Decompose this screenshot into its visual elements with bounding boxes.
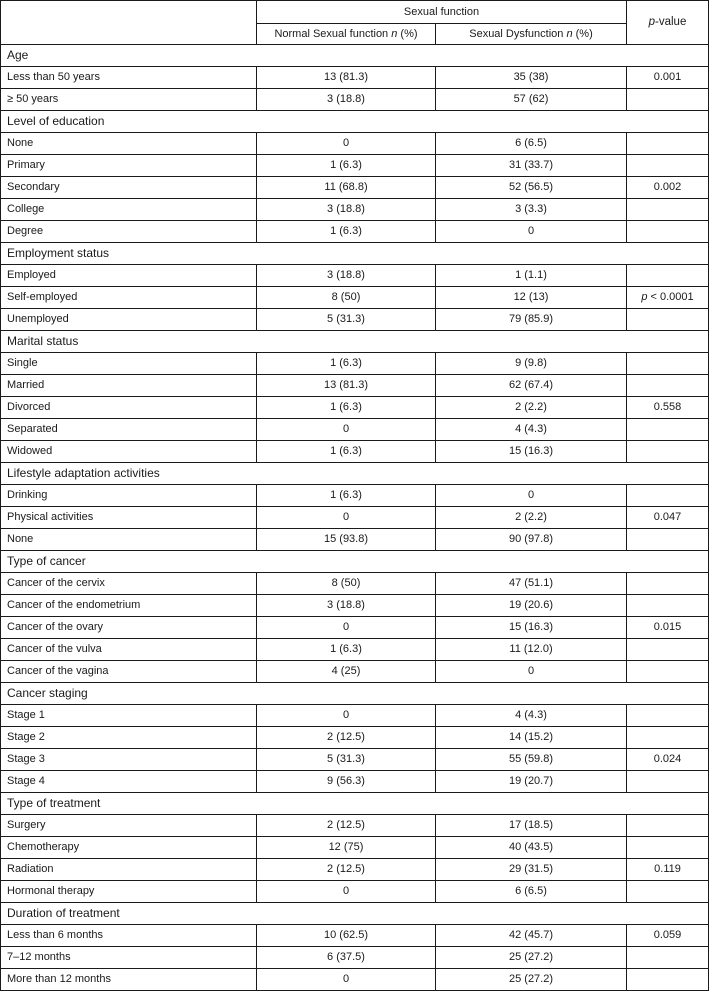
p-value-cell: [627, 947, 709, 969]
dysfunction-value: 42 (45.7): [436, 925, 627, 947]
dysfunction-value: 6 (6.5): [436, 133, 627, 155]
dysfunction-value: 0: [436, 661, 627, 683]
normal-function-value: 5 (31.3): [257, 309, 436, 331]
table-row: [1, 573, 709, 595]
table-row: [1, 133, 709, 155]
dys-suffix: (%): [572, 28, 593, 40]
dysfunction-value: 0: [436, 221, 627, 243]
p-value-cell: [627, 573, 709, 595]
row-label: Self-employed: [1, 287, 257, 309]
p-value-cell: [627, 705, 709, 727]
dysfunction-value: 52 (56.5): [436, 177, 627, 199]
row-label: Stage 2: [1, 727, 257, 749]
p-value-cell: [627, 837, 709, 859]
table-row: [1, 155, 709, 177]
row-label: Single: [1, 353, 257, 375]
row-label: College: [1, 199, 257, 221]
p-value-cell: [627, 221, 709, 243]
dysfunction-value: 25 (27.2): [436, 969, 627, 991]
dysfunction-value: 25 (27.2): [436, 947, 627, 969]
p-value-cell: [627, 133, 709, 155]
normal-function-value: 13 (81.3): [257, 67, 436, 89]
table-row: [1, 353, 709, 375]
normal-function-value: 2 (12.5): [257, 859, 436, 881]
p-value-cell: [627, 485, 709, 507]
normal-prefix: Normal Sexual function: [274, 28, 392, 40]
section-title: Marital status: [1, 331, 709, 353]
normal-function-value: 13 (81.3): [257, 375, 436, 397]
normal-function-value: 2 (12.5): [257, 815, 436, 837]
row-label: Divorced: [1, 397, 257, 419]
dysfunction-value: 40 (43.5): [436, 837, 627, 859]
row-label: Hormonal therapy: [1, 881, 257, 903]
table-row: [1, 441, 709, 463]
normal-function-value: 0: [257, 419, 436, 441]
table-row: [1, 969, 709, 991]
section-header-row: [1, 243, 709, 265]
section-header-row: [1, 111, 709, 133]
p-value-cell: [627, 661, 709, 683]
normal-function-value: 0: [257, 881, 436, 903]
p-italic: p: [648, 16, 656, 28]
normal-function-value: 2 (12.5): [257, 727, 436, 749]
dysfunction-value: 2 (2.2): [436, 507, 627, 529]
p-value-cell: [627, 881, 709, 903]
normal-function-value: 0: [257, 705, 436, 727]
section-title: Employment status: [1, 243, 709, 265]
row-label: Stage 4: [1, 771, 257, 793]
table-row: [1, 947, 709, 969]
table-row: [1, 925, 709, 947]
dysfunction-value: 15 (16.3): [436, 441, 627, 463]
table-row: [1, 67, 709, 89]
normal-function-value: 3 (18.8): [257, 265, 436, 287]
dysfunction-value: 17 (18.5): [436, 815, 627, 837]
row-label: Widowed: [1, 441, 257, 463]
dysfunction-value: 2 (2.2): [436, 397, 627, 419]
dysfunction-value: 19 (20.7): [436, 771, 627, 793]
normal-function-value: 3 (18.8): [257, 89, 436, 111]
row-label: Stage 1: [1, 705, 257, 727]
dys-prefix: Sexual Dysfunction: [469, 28, 567, 40]
section-title: Type of cancer: [1, 551, 709, 573]
normal-function-value: 3 (18.8): [257, 595, 436, 617]
table-row: [1, 705, 709, 727]
section-header-row: [1, 331, 709, 353]
dysfunction-value: 79 (85.9): [436, 309, 627, 331]
row-label: Cancer of the cervix: [1, 573, 257, 595]
dysfunction-value: 12 (13): [436, 287, 627, 309]
p-value-cell: [627, 727, 709, 749]
dysfunction-value: 47 (51.1): [436, 573, 627, 595]
dysfunction-value: 11 (12.0): [436, 639, 627, 661]
dysfunction-value: 29 (31.5): [436, 859, 627, 881]
table-body: [1, 1, 709, 991]
p-value-cell: [627, 199, 709, 221]
dysfunction-value: 15 (16.3): [436, 617, 627, 639]
p-value-cell: [627, 265, 709, 287]
p-value-cell: [627, 441, 709, 463]
normal-function-value: 8 (50): [257, 287, 436, 309]
row-label: Surgery: [1, 815, 257, 837]
p-value-text: < 0.0001: [647, 291, 694, 303]
row-label: Degree: [1, 221, 257, 243]
row-label: Cancer of the ovary: [1, 617, 257, 639]
row-label: Chemotherapy: [1, 837, 257, 859]
row-label: Primary: [1, 155, 257, 177]
p-value-cell: [627, 815, 709, 837]
normal-function-value: 6 (37.5): [257, 947, 436, 969]
dysfunction-value: 14 (15.2): [436, 727, 627, 749]
normal-function-value: 1 (6.3): [257, 639, 436, 661]
header-empty-cell: [1, 1, 257, 45]
dysfunction-value: 4 (4.3): [436, 419, 627, 441]
row-label: Radiation: [1, 859, 257, 881]
dysfunction-value: 3 (3.3): [436, 199, 627, 221]
section-header-row: [1, 683, 709, 705]
normal-function-value: 1 (6.3): [257, 221, 436, 243]
p-value-cell: [627, 595, 709, 617]
normal-function-value: 1 (6.3): [257, 155, 436, 177]
p-value-header: [627, 1, 709, 45]
table-row: [1, 749, 709, 771]
p-value-cell: 0.558: [627, 397, 709, 419]
normal-function-value: 11 (68.8): [257, 177, 436, 199]
table-row: [1, 397, 709, 419]
row-label: Secondary: [1, 177, 257, 199]
section-title: Lifestyle adaptation activities: [1, 463, 709, 485]
normal-function-value: 4 (25): [257, 661, 436, 683]
p-value-cell: [627, 771, 709, 793]
table-row: [1, 837, 709, 859]
table-row: [1, 727, 709, 749]
section-title: Age: [1, 45, 709, 67]
normal-function-value: 9 (56.3): [257, 771, 436, 793]
table-row: [1, 177, 709, 199]
p-value-cell: 0.002: [627, 177, 709, 199]
table-row: [1, 287, 709, 309]
p-value-cell: [627, 969, 709, 991]
table-row: [1, 485, 709, 507]
table-row: [1, 771, 709, 793]
row-label: More than 12 months: [1, 969, 257, 991]
p-value-cell: [627, 309, 709, 331]
normal-function-value: 3 (18.8): [257, 199, 436, 221]
normal-function-value: 0: [257, 969, 436, 991]
row-label: Unemployed: [1, 309, 257, 331]
normal-function-value: 1 (6.3): [257, 485, 436, 507]
p-value-cell: 0.015: [627, 617, 709, 639]
row-label: Married: [1, 375, 257, 397]
p-value-suffix: -value: [655, 16, 687, 28]
table-row: [1, 859, 709, 881]
row-label: Drinking: [1, 485, 257, 507]
table-row: [1, 89, 709, 111]
dysfunction-value: 55 (59.8): [436, 749, 627, 771]
table-row: [1, 265, 709, 287]
normal-function-value: 0: [257, 617, 436, 639]
table-row: [1, 595, 709, 617]
dysfunction-value: 19 (20.6): [436, 595, 627, 617]
normal-function-value: 15 (93.8): [257, 529, 436, 551]
sexual-dysfunction-header: [436, 24, 627, 45]
p-value-cell: [627, 353, 709, 375]
p-value-cell: [627, 155, 709, 177]
row-label: None: [1, 529, 257, 551]
row-label: Cancer of the vagina: [1, 661, 257, 683]
table-row: [1, 815, 709, 837]
row-label: Physical activities: [1, 507, 257, 529]
p-value-cell: 0.024: [627, 749, 709, 771]
header-row-1: [1, 1, 709, 24]
row-label: Less than 6 months: [1, 925, 257, 947]
dysfunction-value: 6 (6.5): [436, 881, 627, 903]
row-label: 7–12 months: [1, 947, 257, 969]
sexual-function-group-header: Sexual function: [257, 1, 627, 24]
table-row: [1, 661, 709, 683]
p-value-cell: [627, 375, 709, 397]
section-header-row: [1, 45, 709, 67]
table-row: [1, 639, 709, 661]
dysfunction-value: 1 (1.1): [436, 265, 627, 287]
dysfunction-value: 57 (62): [436, 89, 627, 111]
dysfunction-value: 0: [436, 485, 627, 507]
normal-function-value: 0: [257, 507, 436, 529]
row-label: Employed: [1, 265, 257, 287]
n-italic: n: [566, 28, 573, 40]
n-italic: n: [391, 28, 398, 40]
normal-suffix: (%): [397, 28, 418, 40]
p-value-cell: [627, 419, 709, 441]
section-title: Type of treatment: [1, 793, 709, 815]
p-value-cell: [627, 287, 709, 309]
p-value-cell: 0.047: [627, 507, 709, 529]
normal-function-value: 5 (31.3): [257, 749, 436, 771]
table-row: [1, 199, 709, 221]
p-value-cell: [627, 639, 709, 661]
row-label: Cancer of the endometrium: [1, 595, 257, 617]
table-row: [1, 419, 709, 441]
section-title: Cancer staging: [1, 683, 709, 705]
p-value-cell: [627, 89, 709, 111]
p-value-cell: 0.119: [627, 859, 709, 881]
row-label: None: [1, 133, 257, 155]
section-title: Level of education: [1, 111, 709, 133]
row-label: ≥ 50 years: [1, 89, 257, 111]
table-row: [1, 221, 709, 243]
row-label: Separated: [1, 419, 257, 441]
table-row: [1, 375, 709, 397]
dysfunction-value: 9 (9.8): [436, 353, 627, 375]
normal-function-value: 8 (50): [257, 573, 436, 595]
section-title: Duration of treatment: [1, 903, 709, 925]
table-row: [1, 507, 709, 529]
p-value-cell: 0.001: [627, 67, 709, 89]
section-header-row: [1, 793, 709, 815]
normal-function-value: 1 (6.3): [257, 353, 436, 375]
row-label: Cancer of the vulva: [1, 639, 257, 661]
table-row: [1, 529, 709, 551]
normal-function-value: 1 (6.3): [257, 441, 436, 463]
dysfunction-value: 90 (97.8): [436, 529, 627, 551]
normal-function-value: 10 (62.5): [257, 925, 436, 947]
normal-sexual-function-header: [257, 24, 436, 45]
normal-function-value: 12 (75): [257, 837, 436, 859]
dysfunction-value: 31 (33.7): [436, 155, 627, 177]
section-header-row: [1, 903, 709, 925]
row-label: Stage 3: [1, 749, 257, 771]
p-value-cell: 0.059: [627, 925, 709, 947]
section-header-row: [1, 551, 709, 573]
normal-function-value: 1 (6.3): [257, 397, 436, 419]
table-row: [1, 881, 709, 903]
dysfunction-value: 35 (38): [436, 67, 627, 89]
table-row: [1, 617, 709, 639]
dysfunction-value: 62 (67.4): [436, 375, 627, 397]
p-italic: p: [641, 291, 648, 303]
dysfunction-value: 4 (4.3): [436, 705, 627, 727]
normal-function-value: 0: [257, 133, 436, 155]
section-header-row: [1, 463, 709, 485]
p-value-cell: [627, 529, 709, 551]
row-label: Less than 50 years: [1, 67, 257, 89]
table-row: [1, 309, 709, 331]
